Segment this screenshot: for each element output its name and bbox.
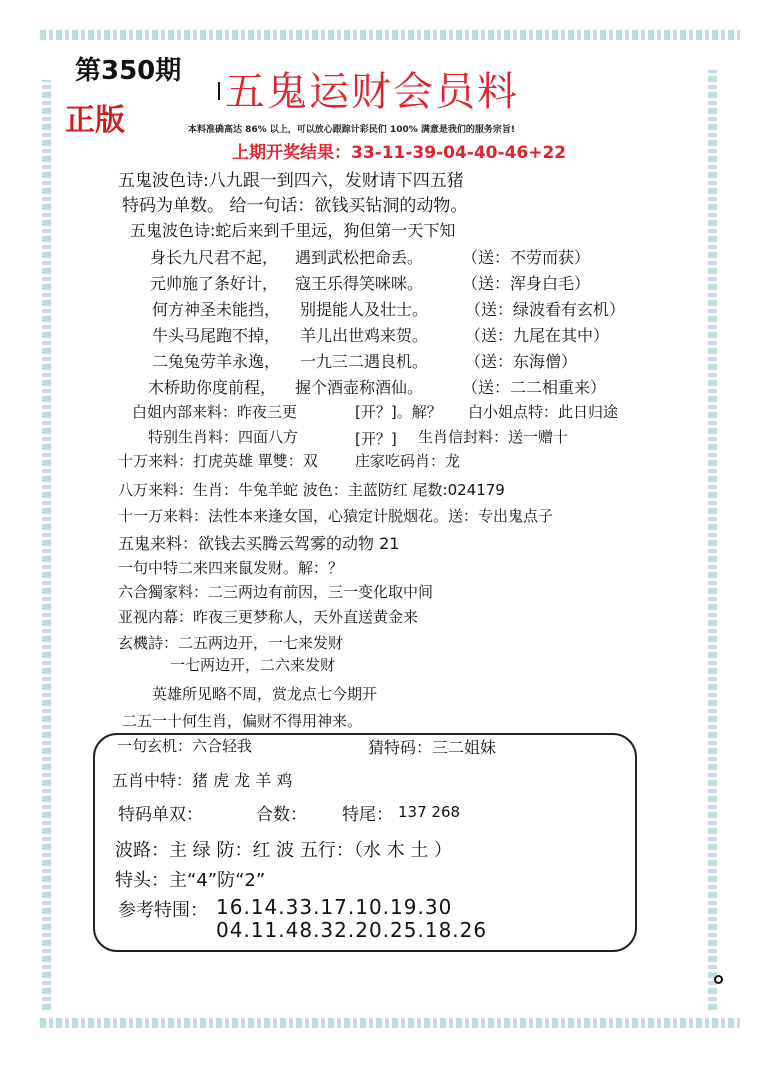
xuanji-line-2: 一七两边开，二六来发财: [170, 656, 336, 674]
special-zodiac-line: 特别生肖料：四面八方: [148, 428, 299, 446]
baijie-line: 白姐内部来料：昨夜三更: [132, 403, 298, 421]
top-watermark-border: [40, 30, 740, 40]
box-heshu-label: 合数：: [256, 805, 307, 825]
box-xuanji: 一句玄机：六合轻我: [117, 737, 253, 755]
last-result: 上期开奖结果：33-11-39-04-40-46+22: [232, 143, 567, 163]
poem-left: 何方神圣未能挡，: [152, 300, 281, 319]
poem-line-1: 五鬼波色诗:八九跟一到四六，发财请下四五猪: [118, 171, 464, 191]
poem-right: 别提能人及壮士。: [300, 300, 429, 319]
left-watermark-border: [42, 80, 51, 1010]
edition-label: 正版: [65, 103, 125, 138]
poem-gift: （送：不劳而获）: [462, 248, 591, 267]
poem-right: 一九三二遇良机。: [300, 352, 429, 371]
box-tetou: 特头：主“4”防“2”: [115, 870, 266, 891]
box-five-zodiacs: 五肖中特：猪 虎 龙 羊 鸡: [112, 771, 293, 790]
title-bar: [218, 82, 220, 100]
bottom-watermark-border: [40, 1018, 740, 1028]
poem-gift: （送：二二相重来）: [462, 378, 607, 397]
box-tewei-value: 137 268: [398, 803, 461, 821]
tagline: 本料准确高达 86% 以上，可以放心跟踪计彩民们 100% 满意是我们的服务宗旨!: [188, 125, 515, 135]
poem-gift: （送：浑身白毛）: [462, 274, 591, 293]
baixiaojie-line: 白小姐点特：此日归途: [468, 403, 619, 421]
hero-line: 英雄所见略不周，赏龙点七今期开: [152, 685, 378, 703]
poem-line-2: 五鬼波色诗:蛇后来到千里远，狗但第一天下知: [130, 221, 456, 240]
poem-gift: （送：九尾在其中）: [465, 326, 610, 345]
issue-number: 第350期: [75, 56, 182, 86]
box-bolu: 波路：主 绿 防：红 波 五行：（水 木 土 ）: [115, 840, 453, 861]
kai-line-1: [开？]。解？: [355, 403, 442, 421]
liuhe-line: 六合獨家料：二三两边有前因，三一变化取中间: [118, 583, 434, 601]
poem-gift: （送：绿波看有玄机）: [465, 300, 626, 319]
yiju-line: 一句中特二来四来鼠发财。解：？: [118, 559, 344, 577]
box-tewei-label: 特尾：: [342, 805, 393, 825]
kai-line-2: [开？]: [355, 430, 397, 448]
xuanji-line-1: 玄機詩：二五两边开，一七来发财: [118, 634, 344, 652]
poem-left: 木桥助你度前程，: [148, 378, 277, 397]
shiwan-line: 十万来料：打虎英雄 單雙：双: [118, 452, 318, 470]
xinfeng-line: 生肖信封料：送一赠十: [418, 428, 569, 446]
poem-left: 身长九尺君不起，: [150, 248, 279, 267]
box-danshuang-label: 特码单双：: [118, 805, 203, 825]
box-numbers-row-2: 04.11.48.32.20.25.18.26: [216, 918, 488, 942]
box-numbers-row-1: 16.14.33.17.10.19.30: [216, 895, 453, 919]
poem-left: 二兔兔劳羊永逸，: [152, 352, 281, 371]
poem-left: 牛头马尾跑不掉，: [152, 326, 281, 345]
poem-gift: （送：东海僧）: [465, 352, 578, 371]
box-cankao-label: 参考特围：: [118, 900, 208, 921]
poem-left: 元帅施了条好计，: [150, 274, 279, 293]
wugui-line: 五鬼来料：欲钱去买腾云驾雾的动物 21: [118, 534, 400, 553]
zhuangjia-line: 庄家吃码肖：龙: [355, 452, 461, 470]
dot-mark: [714, 975, 723, 984]
poem-right: 遇到武松把命丢。: [295, 248, 424, 267]
special-line: 特码为单数。 给一句话：欲钱买钻洞的动物。: [122, 196, 468, 216]
box-guess: 猜特码：三二姐妹: [368, 738, 497, 757]
ershiwu-line: 二五一十何生肖，偏财不得用神来。: [122, 712, 363, 730]
right-watermark-border: [708, 70, 717, 1010]
yashi-line: 亚视内幕：昨夜三更梦称人，天外直送黄金来: [118, 608, 419, 626]
shiyiwan-line: 十一万来料：法性本来逢女国，心猿定计脱烟花。送：专出鬼点子: [118, 507, 554, 525]
bawan-line: 八万来料：生肖：牛兔羊蛇 波色：主蓝防红 尾数:024179: [118, 481, 505, 499]
page-title: 五鬼运财会员料: [225, 69, 519, 115]
poem-right: 握个酒壶称酒仙。: [295, 378, 424, 397]
poem-right: 羊儿出世鸡来贺。: [300, 326, 429, 345]
poem-right: 寇王乐得笑咪咪。: [295, 274, 424, 293]
